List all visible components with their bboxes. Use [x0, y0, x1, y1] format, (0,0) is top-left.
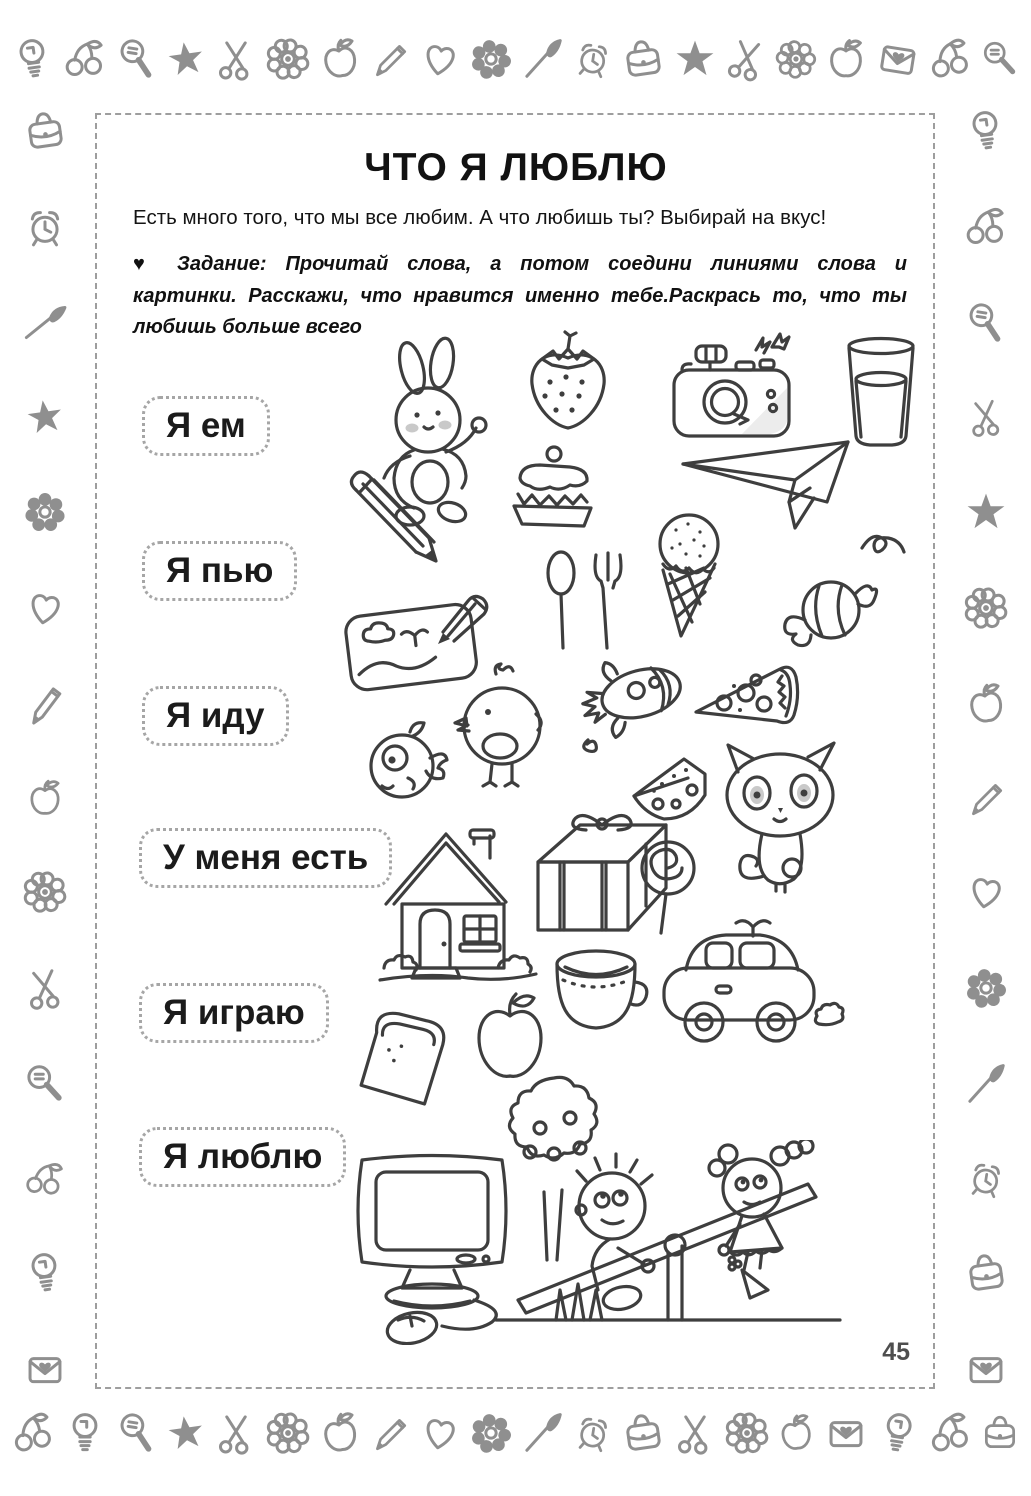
cherries-icon: [927, 1410, 973, 1456]
flowerdark-icon: [963, 965, 1009, 1011]
bag-icon: [22, 108, 68, 154]
bag-icon: [963, 1250, 1009, 1296]
bread-slice-illustration: [358, 1000, 462, 1124]
alarm-icon: [572, 38, 614, 80]
scissors-icon: [965, 396, 1007, 438]
paintbrush-icon: [520, 1410, 566, 1456]
ice-cream-cone-illustration: [642, 508, 732, 643]
flower-icon: [775, 38, 817, 80]
alarm-icon: [965, 1158, 1007, 1200]
word-box-label: Я играю: [163, 993, 305, 1032]
scissors-icon: [724, 36, 770, 82]
bulb-icon: [22, 1250, 68, 1296]
pencil-icon: [369, 38, 411, 80]
flower-icon: [724, 1410, 770, 1456]
strawberry-illustration: [512, 328, 624, 436]
word-box-label: Я люблю: [163, 1137, 323, 1176]
flower-icon: [22, 869, 68, 915]
heart-icon: [22, 585, 68, 631]
cherries-icon: [24, 1158, 66, 1200]
car-illustration: [656, 912, 848, 1059]
envelope-icon: [875, 36, 921, 82]
chick-illustration: [452, 662, 549, 792]
envelope-icon: [963, 1346, 1009, 1392]
decorative-border-right: [953, 108, 1019, 1392]
envelope-icon: [823, 1410, 869, 1456]
flower-icon: [963, 585, 1009, 631]
page-number: 45: [882, 1338, 910, 1366]
scissors-icon: [22, 965, 68, 1011]
apple-icon: [775, 1412, 817, 1454]
word-box-ya-em: [142, 396, 270, 456]
task-body: Прочитай слова, а потом соедини линиями слова и картинки. Расскажи, что нравится именно тебе.Раскрась то, что ты любишь больше всего: [133, 253, 907, 339]
word-box-label: Я пью: [166, 551, 274, 590]
bag-icon: [620, 36, 666, 82]
magnifier-icon: [979, 38, 1021, 80]
apple-icon: [963, 681, 1009, 727]
paintbrush-icon: [22, 300, 68, 346]
spoon-and-fork-illustration: [538, 548, 628, 655]
star-icon: [165, 38, 207, 80]
flowerdark-icon: [468, 1410, 514, 1456]
flower-icon: [265, 36, 311, 82]
scissors-icon: [672, 1410, 718, 1456]
pencil-icon: [369, 1412, 411, 1454]
heart-bullet-icon: ♥: [133, 253, 145, 275]
word-box-ya-lyublyu: [139, 1127, 346, 1187]
scissors-icon: [213, 1410, 259, 1456]
bag-icon: [979, 1412, 1021, 1454]
magnifier-icon: [114, 1410, 160, 1456]
heart-icon: [963, 869, 1009, 915]
glass-of-water-illustration: [840, 332, 922, 450]
bulb-icon: [10, 36, 56, 82]
alarm-icon: [572, 1412, 614, 1454]
word-box-u-menya-est: [139, 828, 392, 888]
cherries-icon: [927, 36, 973, 82]
flower-icon: [265, 1410, 311, 1456]
pencil-icon: [22, 681, 68, 727]
alarm-icon: [22, 204, 68, 250]
cup-illustration: [548, 938, 650, 1048]
heart-icon: [417, 36, 463, 82]
candy-illustration: [778, 558, 880, 655]
bag-icon: [620, 1410, 666, 1456]
cherries-icon: [963, 204, 1009, 250]
decorative-border-bottom: [10, 1400, 1021, 1466]
pencil-icon: [965, 777, 1007, 819]
decorative-border-left: [12, 108, 78, 1392]
word-box-ya-idu: [142, 686, 289, 746]
pencil-illustration: [348, 468, 448, 573]
scissors-icon: [213, 36, 259, 82]
cat-illustration: [716, 740, 848, 908]
apple-icon: [317, 36, 363, 82]
kids-on-seesaw-illustration: [492, 1140, 844, 1332]
rocket-illustration: [578, 640, 700, 755]
star-icon: [963, 489, 1009, 535]
word-box-label: Я ем: [166, 406, 246, 445]
word-box-ya-igrayu: [139, 983, 329, 1043]
flowerdark-icon: [22, 489, 68, 535]
task-label: Задание:: [177, 253, 267, 275]
bulb-icon: [875, 1410, 921, 1456]
apple-icon: [24, 777, 66, 819]
magnifier-icon: [22, 1061, 68, 1107]
cake-illustration: [494, 442, 608, 532]
paintbrush-icon: [520, 36, 566, 82]
magnifier-icon: [114, 36, 160, 82]
bulb-icon: [963, 108, 1009, 154]
page-title: ЧТО Я ЛЮБЛЮ: [364, 146, 668, 189]
apple-icon: [823, 36, 869, 82]
cherries-icon: [10, 1410, 56, 1456]
decorative-border-top: [10, 26, 1021, 92]
word-box-label: Я иду: [166, 696, 265, 735]
intro-text: Есть много того, что мы все любим. А что любишь ты? Выбирай на вкус!: [133, 206, 827, 229]
magnifier-icon: [963, 300, 1009, 346]
envelope-icon: [22, 1346, 68, 1392]
star-icon: [672, 36, 718, 82]
apple-icon: [317, 1410, 363, 1456]
heart-icon: [417, 1410, 463, 1456]
cherries-icon: [62, 36, 108, 82]
flowerdark-icon: [468, 36, 514, 82]
fish-illustration: [358, 712, 452, 812]
word-box-label: У меня есть: [163, 838, 369, 877]
bulb-icon: [62, 1410, 108, 1456]
camera-illustration: [668, 330, 806, 448]
star-icon: [24, 396, 66, 438]
pizza-slice-illustration: [692, 658, 819, 742]
star-icon: [165, 1412, 207, 1454]
word-box-ya-pyu: [142, 541, 297, 601]
paintbrush-icon: [963, 1061, 1009, 1107]
